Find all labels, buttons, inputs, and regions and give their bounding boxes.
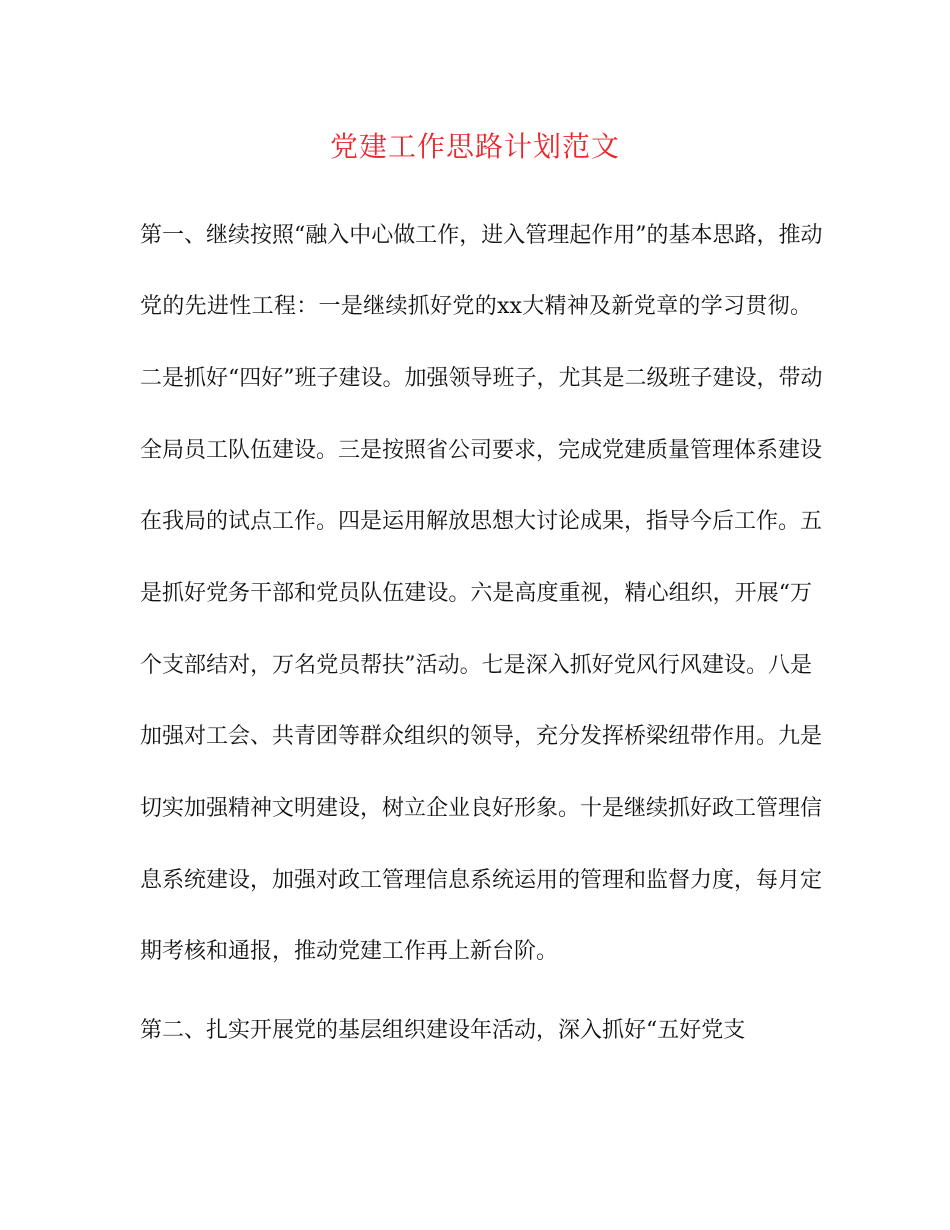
body-line: 加强对工会、共青团等群众组织的领导，充分发挥桥梁纽带作用。九是: [140, 724, 823, 749]
body-line: 期考核和通报，推动党建工作再上新台阶。: [140, 939, 559, 964]
body-line: 党的先进性工程：一是继续抓好党的xx大精神及新党章的学习贯彻。: [140, 294, 812, 319]
body-line: 个支部结对，万名党员帮扶”活动。七是深入抓好党风行风建设。八是: [140, 653, 812, 678]
body-line: 全局员工队伍建设。三是按照省公司要求，完成党建质量管理体系建设: [140, 438, 823, 463]
body-line: 是抓好党务干部和党员队伍建设。六是高度重视，精心组织，开展“万: [140, 581, 812, 606]
document-title: 党建工作思路计划范文: [329, 130, 620, 163]
body-line: 息系统建设，加强对政工管理信息系统运用的管理和监督力度，每月定: [140, 868, 823, 893]
body-line: 第一、继续按照“融入中心做工作，进入管理起作用”的基本思路，推动: [140, 223, 823, 248]
body-line: 二是抓好“四好”班子建设。加强领导班子，尤其是二级班子建设，带动: [140, 366, 823, 391]
body-line: 切实加强精神文明建设，树立企业良好形象。十是继续抓好政工管理信: [140, 796, 823, 821]
body-line: 第二、扎实开展党的基层组织建设年活动，深入抓好“五好党支: [140, 1018, 746, 1043]
body-line: 在我局的试点工作。四是运用解放思想大讨论成果，指导今后工作。五: [140, 509, 823, 534]
